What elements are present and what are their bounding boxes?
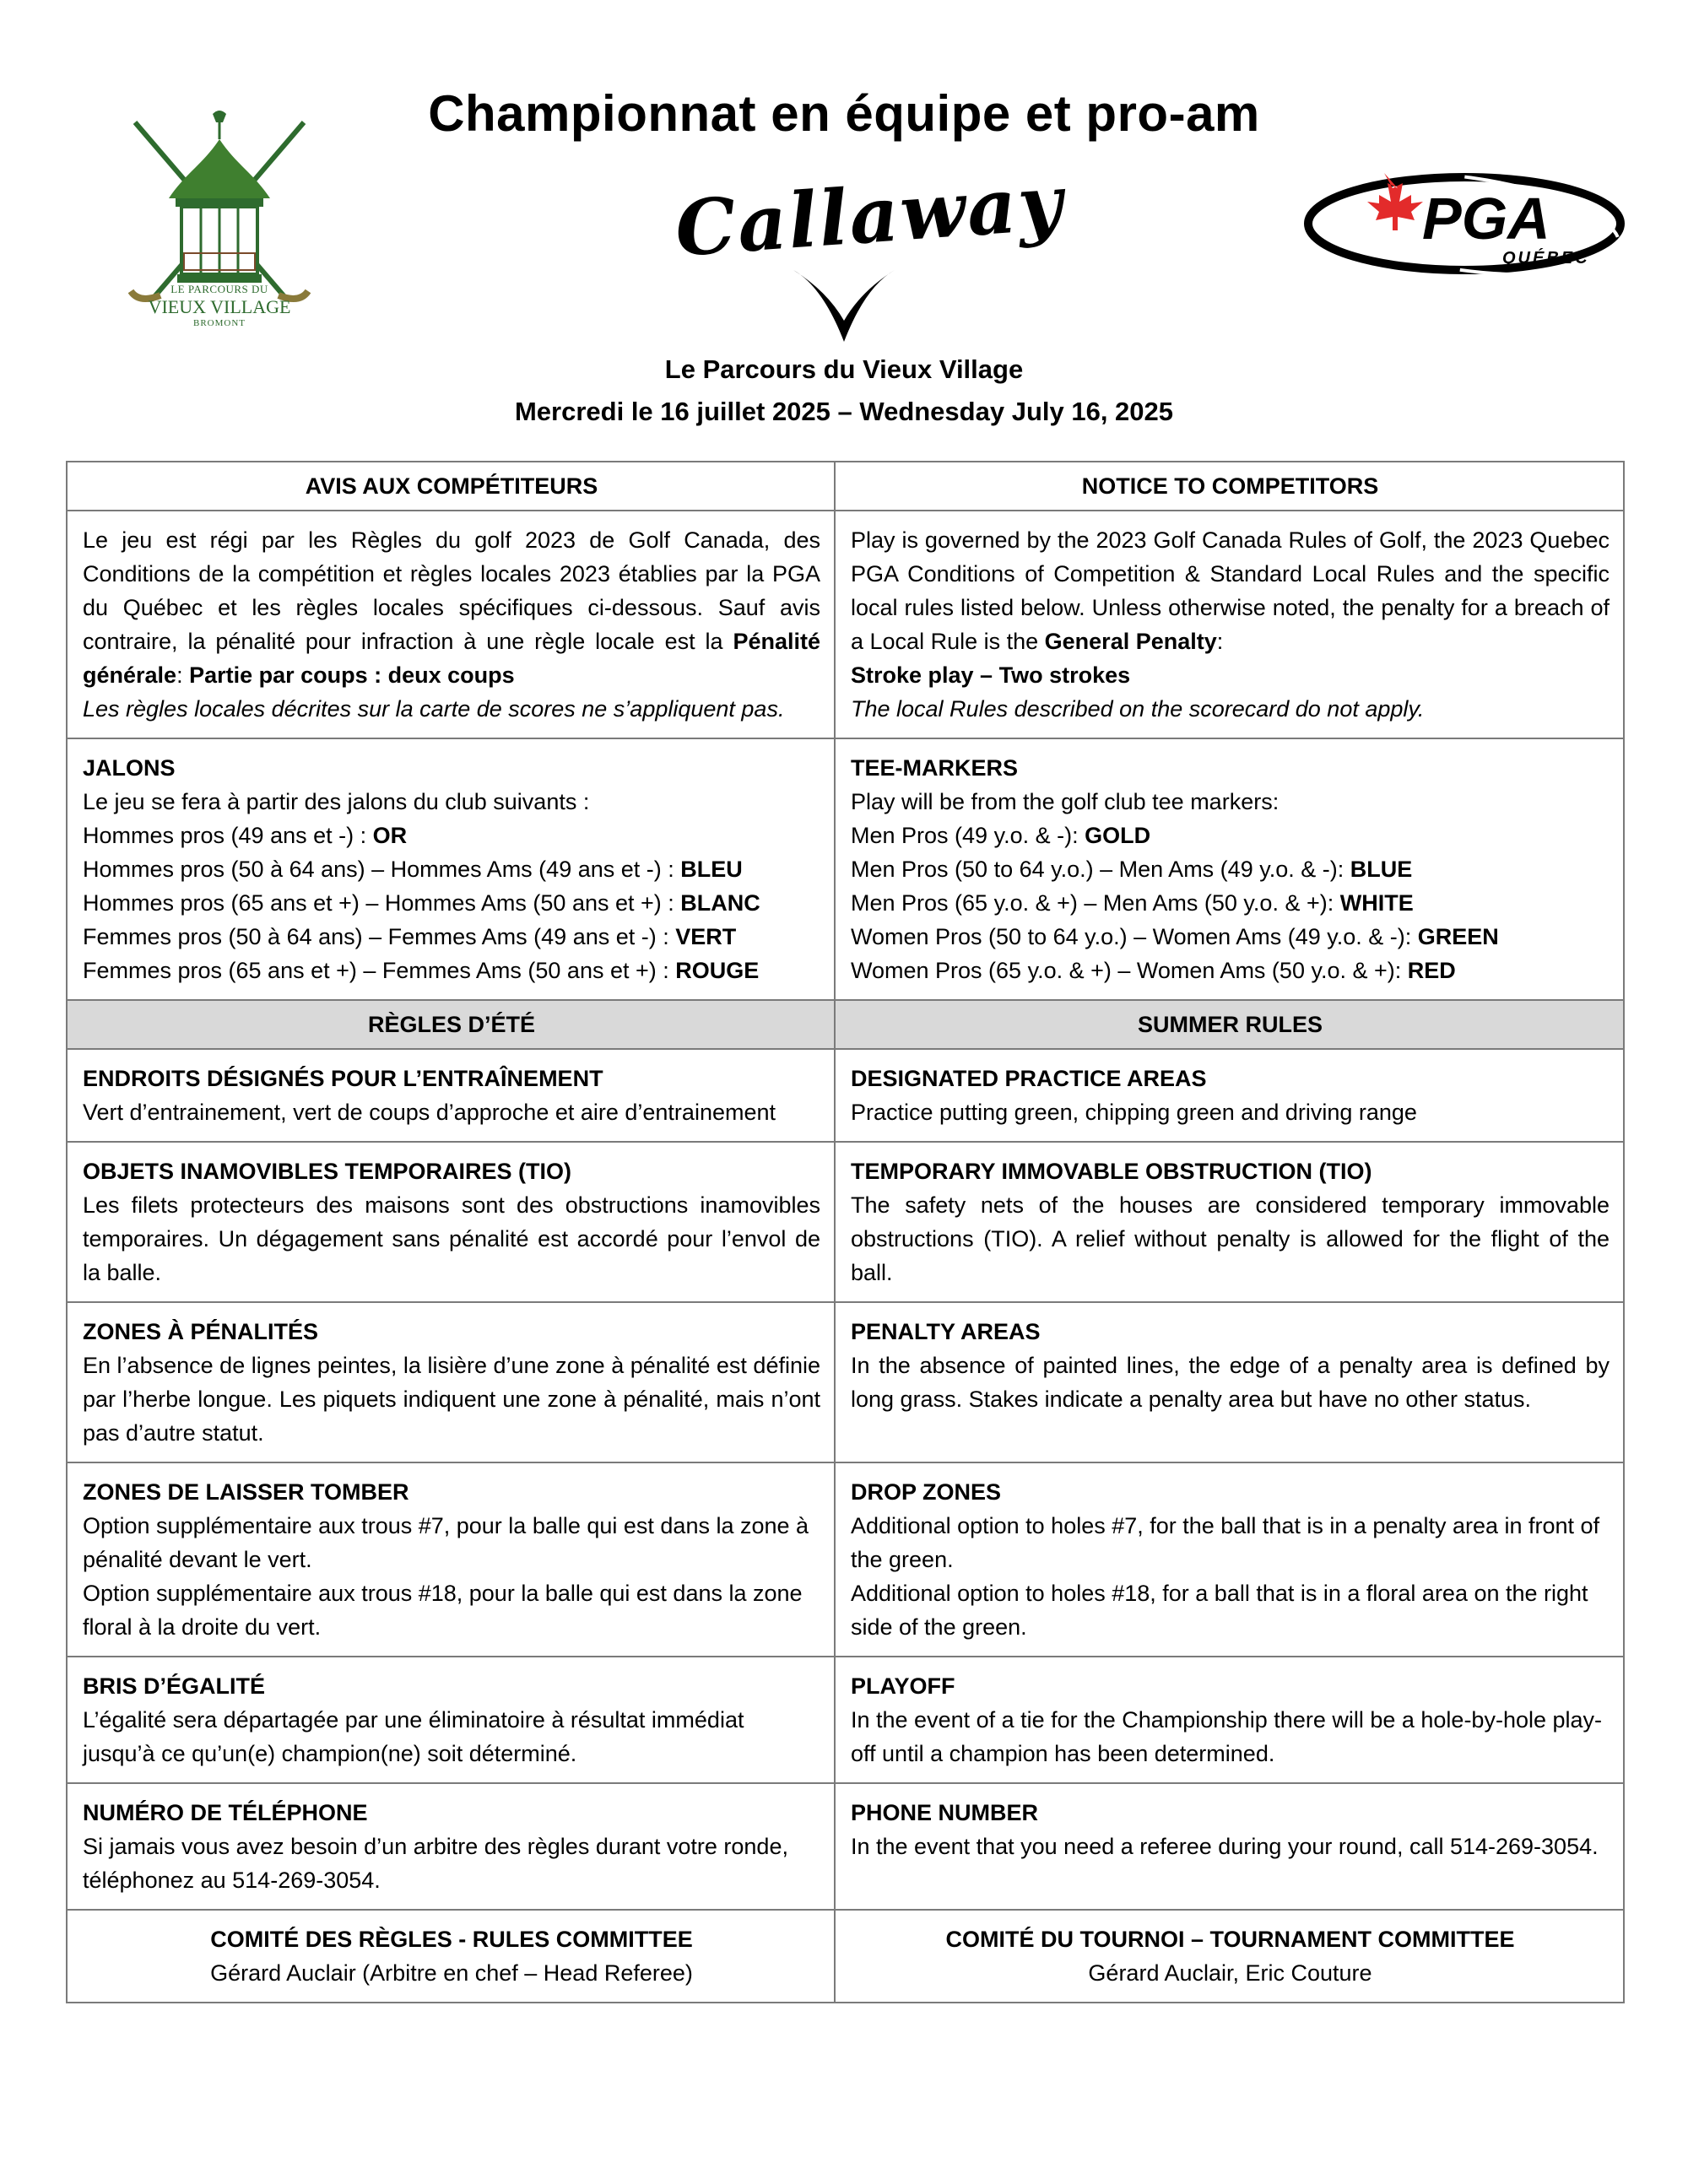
drop-fr-text: Option supplémentaire aux trous #7, pour la balle qui est dans la zone à pénalité devant le vert. [83, 1513, 809, 1572]
tee-line-en [851, 920, 1610, 954]
tee-en-text: Men Pros (49 y.o. & -): [851, 823, 1085, 848]
tees-en-intro: Play will be from the golf club tee markers: [851, 789, 1280, 814]
penalty-en-text: In the absence of painted lines, the edge of a penalty area is defined by long grass. Stakes indicate a penalty area but have no other status. [851, 1353, 1610, 1412]
drop-zones-row [67, 1462, 1624, 1657]
drop-en-text: Additional option to holes #7, for the ball that is in a penalty area in front of the green. [851, 1513, 1600, 1572]
notice-en-bold1: General Penalty [1044, 629, 1217, 654]
tio-en-text: The safety nets of the houses are considered temporary immovable obstructions (TIO). A relief without penalty is allowed for the flight of the ball. [851, 1192, 1610, 1285]
tio-fr-title: OBJETS INAMOVIBLES TEMPORAIRES (TIO) [83, 1159, 572, 1184]
phone-row [67, 1783, 1624, 1910]
tee-line-en [851, 954, 1610, 987]
event-date: Mercredi le 16 juillet 2025 – Wednesday July 16, 2025 [514, 397, 1174, 426]
practice-en-cell [835, 1049, 1624, 1142]
club-logo-line3: BROMONT [192, 318, 246, 328]
page-title: Championnat en équipe et pro-am [428, 85, 1260, 142]
penalty-fr-title: ZONES À PÉNALITÉS [83, 1319, 319, 1344]
notice-fr-bold1: Pénalité générale [83, 629, 820, 688]
penalty-fr-text: En l’absence de lignes peintes, la lisière d’une zone à pénalité est définie par l’herbe longue. Les piquets indiquent une zone à pénalité, mais n’ont pas d’autre statut. [83, 1353, 820, 1446]
practice-en-title: DESIGNATED PRACTICE AREAS [851, 1066, 1207, 1091]
playoff-en-text: In the event of a tie for the Championship there will be a hole-by-hole play-off until a champion has been determined. [851, 1707, 1603, 1766]
rules-committee-cell [67, 1910, 835, 2003]
tio-fr-text: Les filets protecteurs des maisons sont des obstructions inamovibles temporaires. Un dégagement sans pénalité est accordé pour l’envol de la balle. [83, 1192, 820, 1285]
practice-fr-text: Vert d’entrainement, vert de coups d’approche et aire d’entrainement [83, 1100, 776, 1125]
tee-line-fr [83, 819, 820, 852]
notice-fr-text: Le jeu est régi par les Règles du golf 2023 de Golf Canada, des Conditions de la compétition et règles locales 2023 établies par la PGA du Québec et les règles locales spécifiques ci-dessous. Sauf avis contraire, la pénalité pour infraction à une règle locale est la [83, 527, 820, 654]
club-logo-line1: LE PARCOURS DU [170, 283, 268, 295]
tee-fr-color: BLEU [680, 857, 743, 882]
playoff-en-cell [835, 1657, 1624, 1783]
tees-fr-title: JALONS [83, 755, 176, 781]
drop-en-title: DROP ZONES [851, 1479, 1002, 1505]
tee-line-fr [83, 852, 820, 886]
drop-en-text2: Additional option to holes #18, for a ball that is in a floral area on the right side of the green. [851, 1581, 1588, 1640]
tio-fr-cell [67, 1142, 835, 1302]
tee-fr-color: BLANC [680, 890, 760, 916]
tee-en-text: Men Pros (65 y.o. & +) – Men Ams (50 y.o. & +): [851, 890, 1340, 916]
rules-committee-title: COMITÉ DES RÈGLES - RULES COMMITTEE [210, 1927, 693, 1952]
tees-row [67, 738, 1624, 1000]
tee-fr-text: Hommes pros (49 ans et -) : [83, 823, 373, 848]
committees-row [67, 1910, 1624, 2003]
callaway-chevron-icon [789, 262, 899, 346]
drop-en-cell [835, 1462, 1624, 1657]
tees-en-cell [835, 738, 1624, 1000]
tees-fr-intro: Le jeu se fera à partir des jalons du club suivants : [83, 789, 590, 814]
playoff-fr-cell [67, 1657, 835, 1783]
club-logo-text [110, 283, 329, 328]
phone-en-cell [835, 1783, 1624, 1910]
tee-en-text: Women Pros (65 y.o. & +) – Women Ams (50 y.o. & +): [851, 958, 1408, 983]
notice-fr-header: AVIS AUX COMPÉTITEURS [67, 462, 835, 511]
drop-fr-title: ZONES DE LAISSER TOMBER [83, 1479, 409, 1505]
tee-en-color: WHITE [1339, 890, 1414, 916]
pga-logo-text: PGA [1422, 186, 1550, 251]
penalty-fr-cell [67, 1302, 835, 1462]
summer-header-row [67, 1000, 1624, 1049]
tee-fr-color: VERT [675, 924, 737, 949]
rules-committee-members: Gérard Auclair (Arbitre en chef – Head Referee) [210, 1960, 693, 1986]
tees-fr-cell [67, 738, 835, 1000]
notice-header-row [67, 462, 1624, 511]
phone-fr-title: NUMÉRO DE TÉLÉPHONE [83, 1800, 368, 1825]
playoff-fr-title: BRIS D’ÉGALITÉ [83, 1673, 266, 1699]
tournament-committee-cell [835, 1910, 1624, 2003]
penalty-en-title: PENALTY AREAS [851, 1319, 1041, 1344]
practice-row [67, 1049, 1624, 1142]
phone-en-title: PHONE NUMBER [851, 1800, 1039, 1825]
tio-en-title: TEMPORARY IMMOVABLE OBSTRUCTION (TIO) [851, 1159, 1372, 1184]
tee-fr-text: Hommes pros (50 à 64 ans) – Hommes Ams (49 ans et -) : [83, 857, 681, 882]
tee-line-en [851, 819, 1610, 852]
notice-fr-cell [67, 511, 835, 738]
tee-line-fr [83, 920, 820, 954]
practice-fr-cell [67, 1049, 835, 1142]
notice-en-italic: The local Rules described on the scorecard do not apply. [851, 696, 1425, 722]
penalty-en-cell [835, 1302, 1624, 1462]
notice-en-sep: : [1216, 629, 1224, 654]
tee-line-fr [83, 954, 820, 987]
phone-fr-text: Si jamais vous avez besoin d’un arbitre des règles durant votre ronde, téléphonez au 514-269-3054. [83, 1834, 788, 1893]
tee-fr-text: Femmes pros (50 à 64 ans) – Femmes Ams (49 ans et -) : [83, 924, 676, 949]
notice-en-cell [835, 511, 1624, 738]
pga-logo-subtext: QUÉBEC [1502, 249, 1590, 268]
playoff-en-title: PLAYOFF [851, 1673, 955, 1699]
tio-row [67, 1142, 1624, 1302]
tee-en-color: BLUE [1350, 857, 1413, 882]
notice-row [67, 511, 1624, 738]
callaway-logo-text: Callaway [672, 157, 1067, 274]
tee-en-text: Men Pros (50 to 64 y.o.) – Men Ams (49 y.o. & -): [851, 857, 1350, 882]
playoff-row [67, 1657, 1624, 1783]
tournament-committee-members: Gérard Auclair, Eric Couture [1088, 1960, 1372, 1986]
phone-en-text: In the event that you need a referee during your round, call 514-269-3054. [851, 1834, 1599, 1859]
tee-en-color: RED [1407, 958, 1456, 983]
tournament-committee-title: COMITÉ DU TOURNOI – TOURNAMENT COMMITTEE [945, 1927, 1515, 1952]
tee-fr-text: Femmes pros (65 ans et +) – Femmes Ams (50 ans et +) : [83, 958, 676, 983]
venue-name: Le Parcours du Vieux Village [664, 354, 1024, 384]
rules-table [66, 461, 1625, 2003]
practice-fr-title: ENDROITS DÉSIGNÉS POUR L’ENTRAÎNEMENT [83, 1066, 603, 1091]
notice-en-text: Play is governed by the 2023 Golf Canada Rules of Golf, the 2023 Quebec PGA Conditions of Competition & Standard Local Rules and the specific local rules listed below. Unless otherwise noted, the penalty for a breach of a Local Rule is the [851, 527, 1610, 654]
penalty-row [67, 1302, 1624, 1462]
practice-en-text: Practice putting green, chipping green and driving range [851, 1100, 1417, 1125]
tio-en-cell [835, 1142, 1624, 1302]
tee-en-color: GREEN [1417, 924, 1499, 949]
notice-fr-bold2: Partie par coups : deux coups [189, 662, 515, 688]
drop-fr-cell [67, 1462, 835, 1657]
notice-en-bold2: Stroke play – Two strokes [851, 662, 1131, 688]
notice-en-header: NOTICE TO COMPETITORS [835, 462, 1624, 511]
tee-fr-text: Hommes pros (65 ans et +) – Hommes Ams (50 ans et +) : [83, 890, 681, 916]
tee-line-fr [83, 886, 820, 920]
phone-fr-cell [67, 1783, 835, 1910]
summer-fr-header: RÈGLES D’ÉTÉ [67, 1000, 835, 1049]
tee-line-en [851, 886, 1610, 920]
notice-fr-italic: Les règles locales décrites sur la carte de scores ne s’appliquent pas. [83, 696, 785, 722]
tee-fr-color: OR [372, 823, 408, 848]
tee-line-en [851, 852, 1610, 886]
tees-en-title: TEE-MARKERS [851, 755, 1019, 781]
tee-en-text: Women Pros (50 to 64 y.o.) – Women Ams (49 y.o. & -): [851, 924, 1418, 949]
summer-en-header: SUMMER RULES [835, 1000, 1624, 1049]
notice-fr-sep: : [176, 662, 190, 688]
drop-fr-text2: Option supplémentaire aux trous #18, pour la balle qui est dans la zone floral à la droite du vert. [83, 1581, 803, 1640]
tee-fr-color: ROUGE [675, 958, 760, 983]
playoff-fr-text: L’égalité sera départagée par une éliminatoire à résultat immédiat jusqu’à ce qu’un(e) champion(ne) soit déterminé. [83, 1707, 744, 1766]
club-logo-line2: VIEUX VILLAGE [148, 296, 291, 317]
tee-en-color: GOLD [1085, 823, 1151, 848]
